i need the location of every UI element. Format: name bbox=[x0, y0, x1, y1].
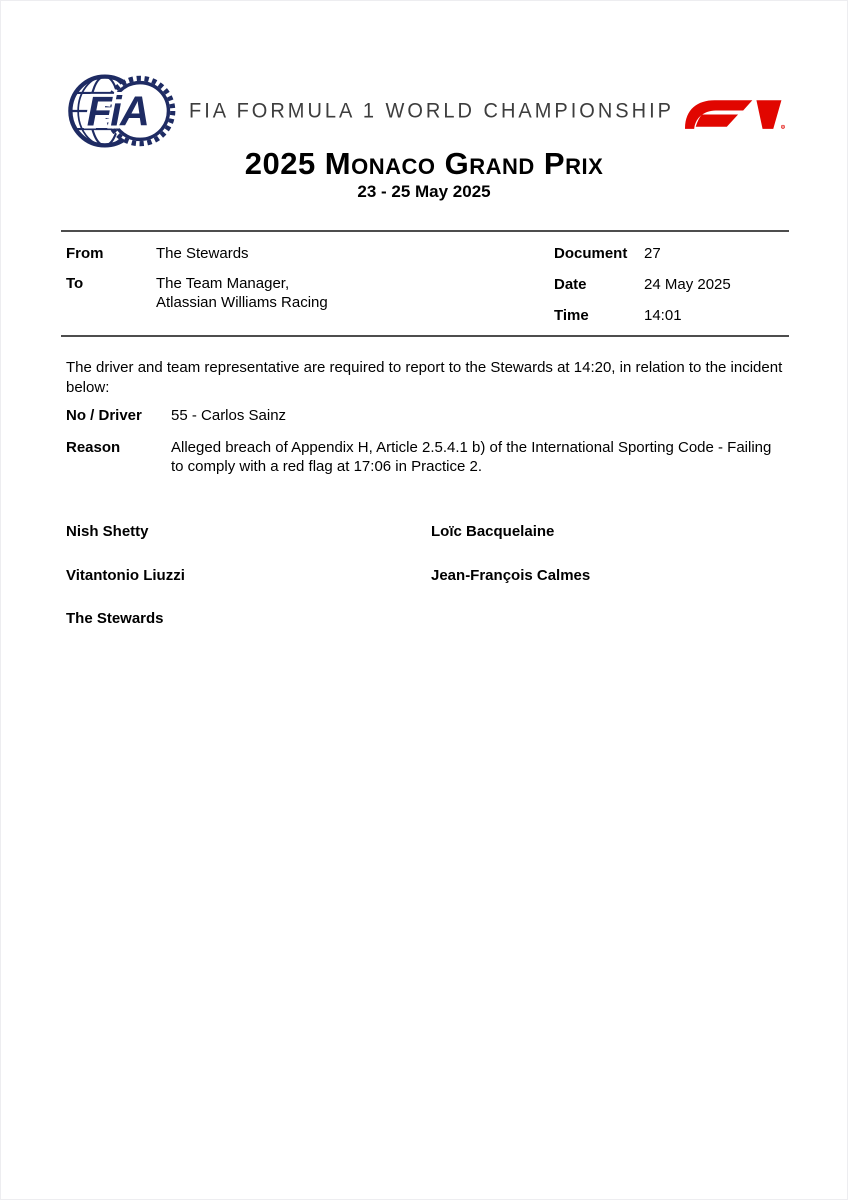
signatures-section bbox=[66, 524, 784, 627]
to-value-line1: The Team Manager, bbox=[156, 275, 290, 292]
divider-bottom bbox=[61, 335, 789, 337]
steward-name: Vitantonio Liuzzi bbox=[66, 567, 185, 584]
steward-name: Loïc Bacquelaine bbox=[431, 523, 555, 540]
meta-right-column bbox=[554, 244, 731, 325]
document-header bbox=[66, 65, 785, 157]
date-label: Date bbox=[554, 276, 587, 293]
svg-text:R: R bbox=[781, 125, 785, 129]
signatures-footer: The Stewards bbox=[66, 610, 164, 627]
no-driver-row bbox=[66, 406, 784, 426]
time-value: 14:01 bbox=[644, 307, 682, 324]
fia-logo bbox=[66, 68, 178, 154]
steward-name: Jean-François Calmes bbox=[431, 567, 591, 584]
to-value-line2: Atlassian Williams Racing bbox=[156, 294, 328, 311]
championship-title: FIA FORMULA 1 WORLD CHAMPIONSHIP bbox=[189, 98, 674, 123]
summons-paragraph: The driver and team representative are required to report to the Stewards at 14:20, in relation to the incident below: bbox=[66, 359, 783, 396]
divider-top bbox=[61, 230, 789, 232]
f1-logo bbox=[685, 97, 785, 131]
f1-logo-icon bbox=[685, 97, 785, 129]
no-driver-label: No / Driver bbox=[66, 407, 142, 424]
meta-left-column bbox=[66, 244, 328, 312]
signatures-grid bbox=[66, 524, 784, 584]
reason-label: Reason bbox=[66, 438, 121, 456]
document-body bbox=[66, 358, 784, 489]
title-block bbox=[1, 147, 847, 203]
time-label: Time bbox=[554, 307, 589, 324]
fia-logo-icon bbox=[66, 68, 178, 154]
fia-logo-text: FiA bbox=[86, 88, 149, 135]
to-label: To bbox=[66, 275, 84, 292]
date-value: 24 May 2025 bbox=[644, 276, 731, 293]
document-value: 27 bbox=[644, 245, 661, 262]
from-value: The Stewards bbox=[156, 245, 249, 262]
reason-row bbox=[66, 438, 784, 477]
no-driver-value: 55 - Carlos Sainz bbox=[171, 407, 287, 424]
reason-value: Alleged breach of Appendix H, Article 2.5.4.1 b) of the International Sporting Code - Failing to comply with a red flag at 17:06 in Practice 2. bbox=[171, 438, 772, 475]
event-dates: 23 - 25 May 2025 bbox=[357, 182, 491, 201]
to-value bbox=[156, 274, 328, 312]
steward-name: Nish Shetty bbox=[66, 523, 149, 540]
from-label: From bbox=[66, 245, 104, 262]
event-title: 2025 Monaco Grand Prix bbox=[244, 146, 604, 181]
document-label: Document bbox=[554, 245, 628, 262]
